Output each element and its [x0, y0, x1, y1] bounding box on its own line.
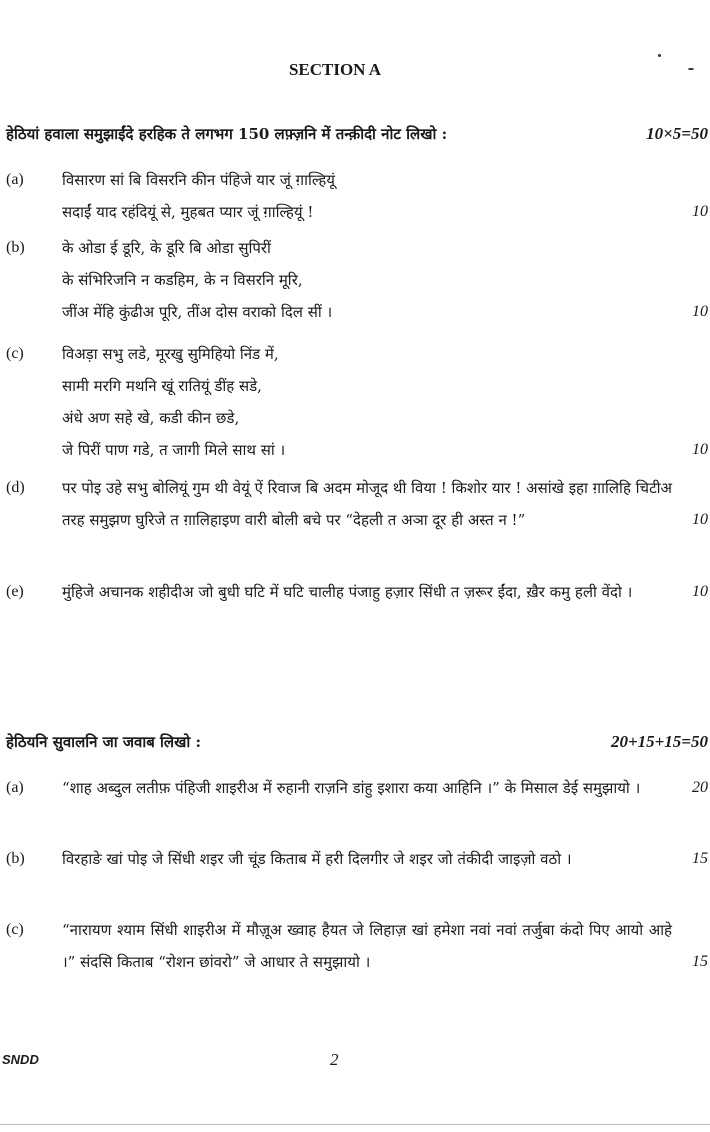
question-marks: 10 [692, 303, 708, 320]
question-2a [6, 772, 708, 804]
question-label: (c) [6, 345, 24, 362]
verse-line: विसारण सां बि विसरनि कीन पंहिजे यार जूं ग़ाल्हियूं [62, 171, 335, 189]
question-body: “नारायण श्याम सिंधी शाइरीअ में मौज़ूअ ख्वाह हैयत जे लिहाज़ खां हमेशा नवां नवां तर्जुबा कंदो पिए आयो आहे ।” संदसि किताब “रोशन छांवरो” जे आधार ते समुझायो । [62, 921, 672, 971]
question-body: पर पोइ उहे सभु बोलियूं गुम थी वेयूं ऐं रिवाज बि अदम मोजूद थी विया ! किशोर यार ! असांखे इहा ग़ालिहि चिटीअ तरह समुझण घुरिजे त ग़ालिहाइण वारी बोली बचे पर “देहली त अञा दूर ही अस्त न !” [62, 479, 672, 529]
part1-marks: 10×5=50 [646, 124, 708, 143]
question-1a [6, 164, 708, 228]
scan-edge [0, 1124, 710, 1125]
question-2b [6, 843, 708, 875]
verse-line: सामी मरगि मथनि खूं रातियूं डींह सडे, [62, 377, 262, 395]
question-body: “शाह अब्दुल लतीफ़ पंहिजी शाइरीअ में रुहानी राज़नि डांहु इशारा कया आहिनि ।” के मिसाल डेई समुझायो । [62, 779, 641, 797]
question-marks: 10 [692, 511, 708, 528]
page-number: 2 [330, 1050, 339, 1069]
part2-instruction: हेठियनि सुवालनि जा जवाब लिखो : [6, 733, 202, 751]
question-1e [6, 576, 708, 608]
question-body: विरहाङे खां पोइ जे सिंधी शइर जी चूंड किताब में हरी दिलगीर जे शइर जो तंकीदी जाइज़ो वठो । [62, 850, 572, 868]
question-label: (e) [6, 583, 24, 600]
question-body [62, 338, 672, 466]
scan-speck [658, 54, 661, 57]
verse-line: अंधे अण सहे खे, कडी कीन छडे, [62, 409, 240, 427]
part1-instruction: हेठियां हवाला समुझाईंदे हरहिक ते लगभग 150 लफ़्ज़नि में तन्क़ीदी नोट लिखो : [6, 125, 448, 143]
question-2c [6, 914, 708, 978]
section-title: SECTION A [288, 60, 382, 79]
verse-line: जींअ मेंहि कुंढीअ पूरि, तींअ दोस वराको दिल सीं । [62, 303, 333, 321]
verse-line: सदाईं याद रहंदियूं से, मुहबत प्यार जूं ग़ाल्हियूं ! [62, 203, 314, 221]
question-body [62, 232, 672, 328]
question-marks: 10 [692, 441, 708, 458]
verse-line: जे पिरीं पाण गडे, त जागी मिले साथ सां । [62, 441, 286, 459]
part2-marks: 20+15+15=50 [610, 732, 708, 751]
question-1c [6, 338, 708, 466]
question-1d [6, 472, 708, 536]
paper-code: SNDD [2, 1052, 39, 1067]
question-marks: 15 [692, 850, 708, 867]
part2-instruction-row [6, 732, 708, 752]
question-label: (c) [6, 921, 24, 938]
verse-line: के ओडा ई डूरि, के डूरि बि ओडा सुपिरीं [62, 239, 271, 257]
question-body [62, 164, 672, 228]
question-body: मुंहिजे अचानक शहीदीअ जो बुधी घटि में घटि चालीह पंजाहु हज़ार सिंधी त ज़रूर ईंदा, ख़ैर कमु हली वेंदो । [62, 583, 633, 601]
question-label: (b) [6, 850, 25, 867]
part1-instruction-row [6, 124, 708, 144]
verse-line: के संभिरिजनि न कडहिम, के न विसरनि मूरि, [62, 271, 303, 289]
question-label: (a) [6, 779, 24, 796]
question-label: (b) [6, 239, 25, 256]
question-marks: 15 [692, 953, 708, 970]
question-label: (a) [6, 171, 24, 188]
scan-speck [688, 68, 694, 70]
question-label: (d) [6, 479, 25, 496]
question-marks: 20 [692, 779, 708, 796]
question-1b [6, 232, 708, 328]
verse-line: विअड़ा सभु लडे, मूरखु सुमिहियो निंड में, [62, 345, 279, 363]
question-marks: 10 [692, 203, 708, 220]
question-marks: 10 [692, 583, 708, 600]
